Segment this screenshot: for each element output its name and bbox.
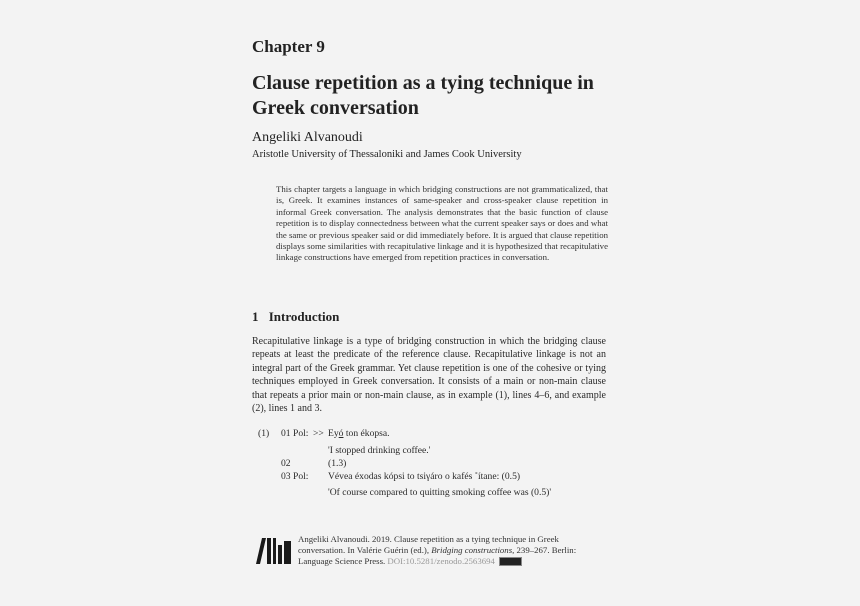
example-line-id: 02	[281, 458, 291, 469]
example-line-id: 03 Pol:	[281, 471, 309, 482]
chapter-title: Clause repetition as a tying technique in Greek conversation	[252, 72, 594, 119]
doi-link[interactable]: DOI:10.5281/zenodo.2563694	[387, 556, 495, 566]
example-line-text: Vévea éxodas kópsi to tsiγáro o kafés ˚ítane: (0.5)	[328, 471, 521, 482]
example-translation: 'Of course compared to quitting smoking coffee was (0.5)'	[328, 487, 552, 498]
example-arrow-marker: >>	[313, 428, 324, 439]
section-title: Introduction	[268, 309, 340, 324]
chapter-label: Chapter 9	[252, 37, 325, 56]
section-number: 1	[252, 309, 259, 324]
example-line-text: Eyó ton ékopsa.	[328, 428, 390, 439]
cc-license-icon	[499, 557, 522, 566]
citation-block: Angeliki Alvanoudi. 2019. Clause repetition as a tying technique in Greek conversation. In Valérie Guérin (ed.), Bridging constructions, 239–267. Berlin: Language Science Press. DOI:10.5281/zenodo.2563694	[298, 534, 577, 566]
author-affiliation: Aristotle University of Thessaloniki and James Cook University	[252, 149, 522, 160]
body-paragraph: Recapitulative linkage is a type of bridging construction in which the bridging clause repeats at least the predicate of the reference clause. Recapitulative linkage is not an integral part of the Greek grammar. Yet clause repetition is one of the cohesive or tying techniques employed in Greek conversation. It consists of a main or non-main clause that repeats a prior main or non-main clause, as in example (1), lines 4–6, and example (2), lines 1 and 3.	[252, 336, 606, 415]
example-number: (1)	[258, 428, 270, 439]
abstract: This chapter targets a language in which bridging constructions are not grammaticalized, that is, Greek. It examines instances of same-speaker and cross-speaker clause repetition in informal Greek conversation. The analysis demonstrates that the basic function of clause repetition is to display connectedness between what the current speaker says or does and what the same or previous speaker said or did immediately before. It is argued that clause repetition displays some similarities with recapitulative linkage and it is hypothesized that recapitulative linkage constructions have emerged from repetition practices in conversation.	[276, 184, 608, 263]
publisher-logo-icon	[256, 536, 292, 564]
section-heading	[252, 309, 339, 325]
example-line-id: 01 Pol:	[281, 428, 309, 439]
example-line-text: (1.3)	[328, 458, 347, 469]
example-translation: 'I stopped drinking coffee.'	[328, 445, 431, 456]
author-name: Angeliki Alvanoudi	[252, 130, 363, 145]
